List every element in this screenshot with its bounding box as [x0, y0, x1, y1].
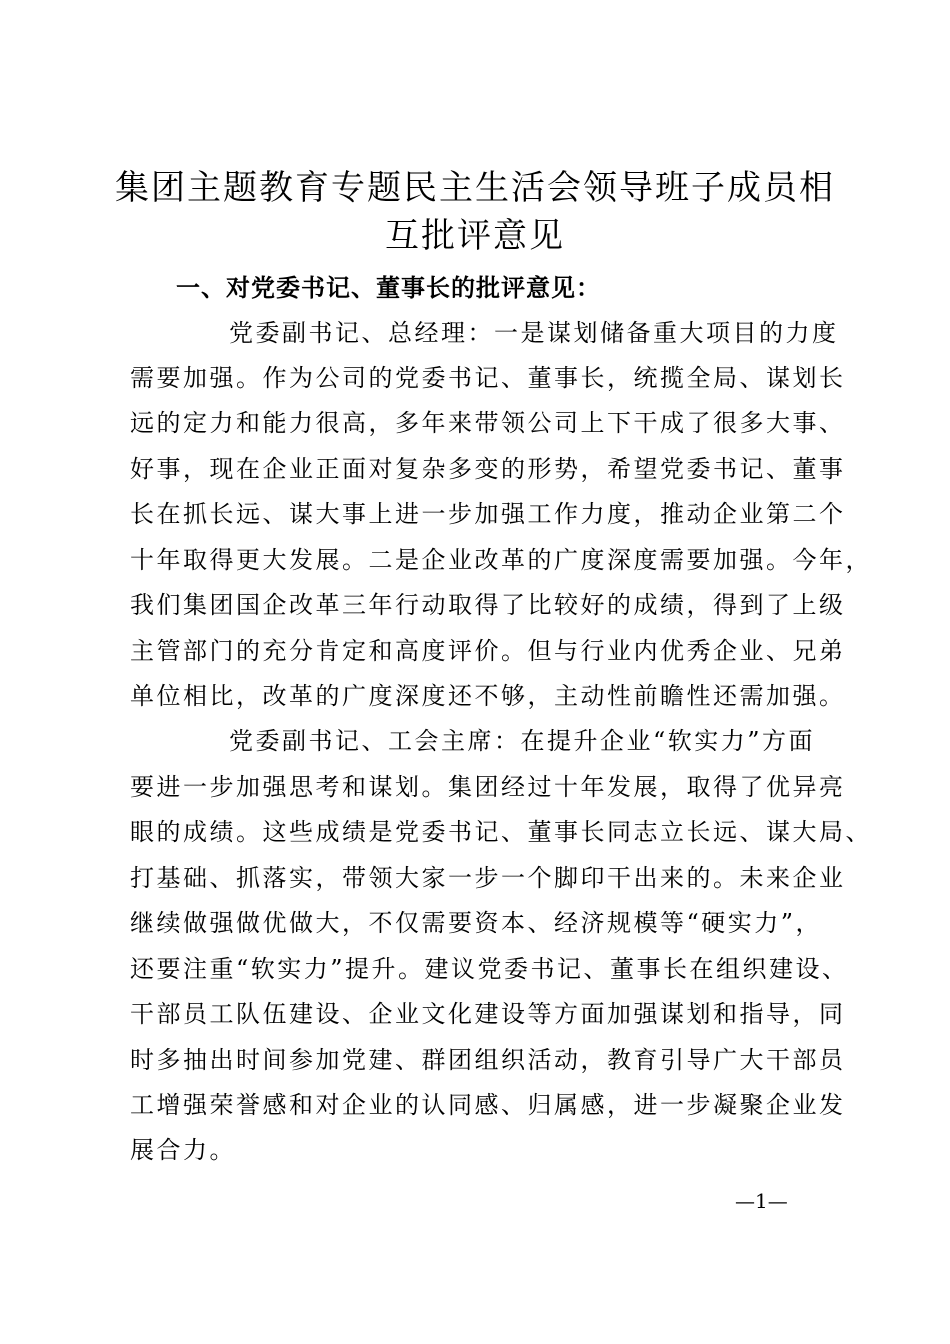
paragraph-line: 还要注重“软实力”提升。建议党委书记、董事长在组织建设、 [130, 955, 849, 983]
paragraph-line: 打基础、抓落实，带领大家一步一个脚印干出来的。未来企业 [130, 864, 846, 892]
paragraph-line: 党委副书记、工会主席：在提升企业“软实力”方面 [229, 727, 816, 755]
paragraph-line: 时多抽出时间参加党建、群团组织活动，教育引导广大干部员 [130, 1046, 846, 1074]
paragraph-line: 我们集团国企改革三年行动取得了比较好的成绩，得到了上级 [130, 591, 846, 619]
paragraph-line: 展合力。 [130, 1136, 236, 1164]
paragraph-line: 党委副书记、总经理：一是谋划储备重大项目的力度 [229, 319, 839, 347]
document-title [100, 164, 850, 260]
paragraph-line: 要进一步加强思考和谋划。集团经过十年发展，取得了优异亮 [130, 773, 846, 801]
paragraph-line: 长在抓长远、谋大事上进一步加强工作力度，推动企业第二个 [130, 500, 846, 528]
title-line: 互批评意见 [385, 216, 565, 256]
paragraph-line: 需要加强。作为公司的党委书记、董事长，统揽全局、谋划长 [130, 364, 846, 392]
paragraph-line: 工增强荣誉感和对企业的认同感、归属感，进一步凝聚企业发 [130, 1091, 846, 1119]
paragraph-line: 继续做强做优做大，不仅需要资本、经济规模等“硬实力”， [130, 909, 823, 937]
page-number: —1— [735, 1189, 788, 1213]
paragraph-line: 十年取得更大发展。二是企业改革的广度深度需要加强。今年， [130, 546, 872, 574]
paragraph-line: 主管部门的充分肯定和高度评价。但与行业内优秀企业、兄弟 [130, 637, 846, 665]
paragraph-line: 眼的成绩。这些成绩是党委书记、董事长同志立长远、谋大局、 [130, 818, 872, 846]
section-heading: 一、对党委书记、董事长的批评意见： [176, 274, 601, 302]
paragraph-line: 单位相比，改革的广度深度还不够，主动性前瞻性还需加强。 [130, 682, 846, 710]
paragraph-line: 好事，现在企业正面对复杂多变的形势，希望党委书记、董事 [130, 455, 846, 483]
title-line: 集团主题教育专题民主生活会领导班子成员相 [115, 168, 835, 208]
paragraph-line: 干部员工队伍建设、企业文化建设等方面加强谋划和指导，同 [130, 1000, 846, 1028]
paragraph-line: 远的定力和能力很高，多年来带领公司上下干成了很多大事、 [130, 409, 846, 437]
